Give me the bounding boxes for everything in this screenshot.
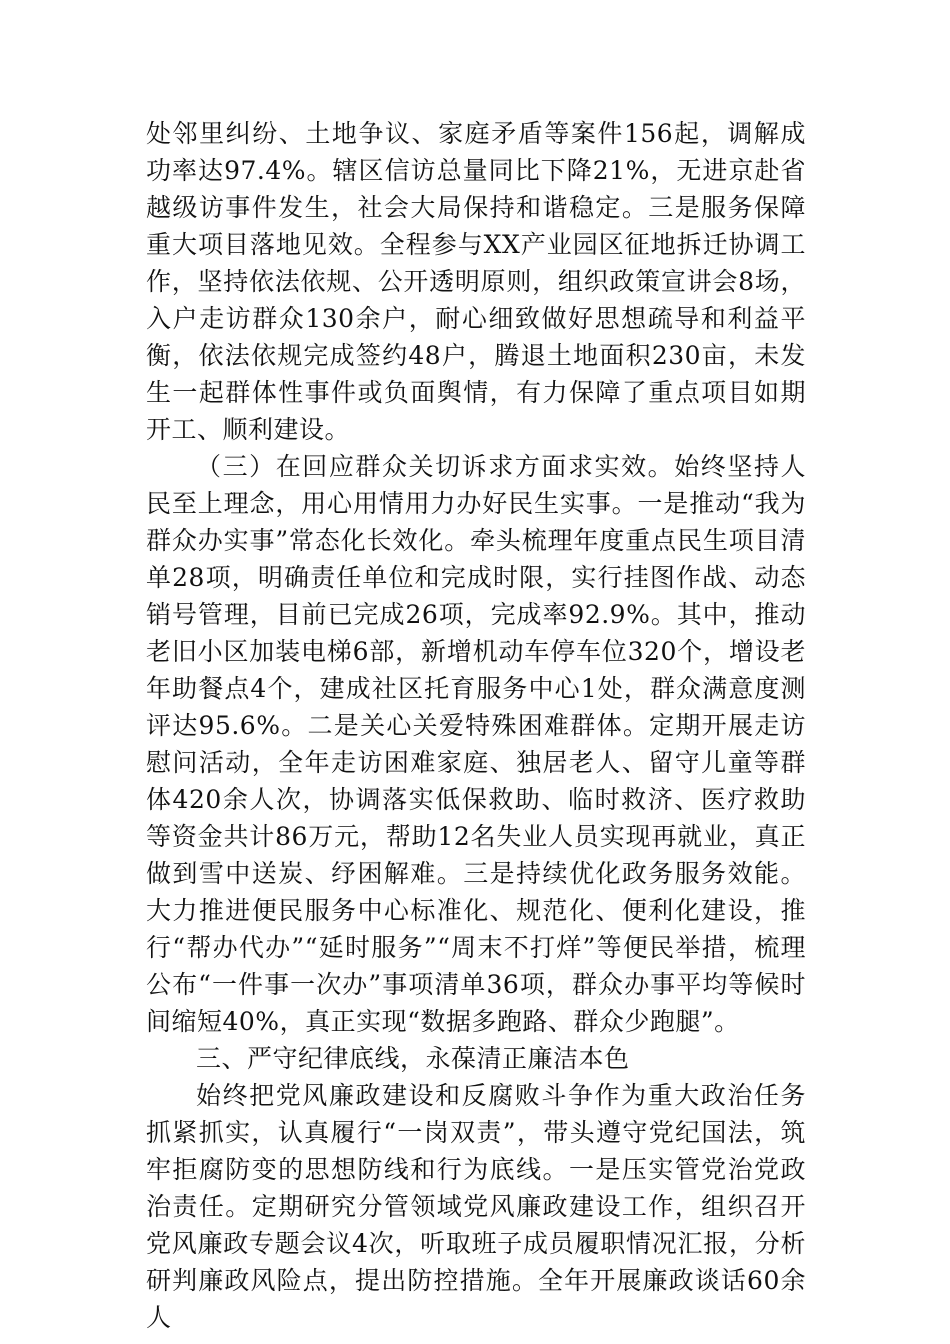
document-body (146, 115, 806, 1336)
paragraph-party-conduct: 始终把党风廉政建设和反腐败斗争作为重大政治任务抓紧抓实，认真履行“一岗双责”，带头遵守党纪国法，筑牢拒腐防变的思想防线和行为底线。一是压实管党治党政治责任。定期研究分管领域党风廉政建设工作，组织召开党风廉政专题会议4次，听取班子成员履职情况汇报，分析研判廉政风险点，提出防控措施。全年开展廉政谈话60余人 (146, 1081, 806, 1332)
paragraph-section-three-livelihood: （三）在回应群众关切诉求方面求实效。始终坚持人民至上理念，用心用情用力办好民生实事。一是推动“我为群众办实事”常态化长效化。牵头梳理年度重点民生项目清单28项，明确责任单位和完成时限，实行挂图作战、动态销号管理，目前已完成26项，完成率92.9%。其中，推动老旧小区加装电梯6部，新增机动车停车位320个，增设老年助餐点4个，建成社区托育服务中心1处，群众满意度测评达95.6%。二是关心关爱特殊困难群体。定期开展走访慰问活动，全年走访困难家庭、独居老人、留守儿童等群体420余人次，协调落实低保救助、临时救济、医疗救助等资金共计86万元，帮助12名失业人员实现再就业，真正做到雪中送炭、纾困解难。三是持续优化政务服务效能。大力推进便民服务中心标准化、规范化、便利化建设，推行“帮办代办”“延时服务”“周末不打烊”等便民举措，梳理公布“一件事一次办”事项清单36项，群众办事平均等候时间缩短40%，真正实现“数据多跑路、群众少跑腿”。 (146, 452, 806, 1036)
section-heading-discipline: 三、严守纪律底线，永葆清正廉洁本色 (196, 1044, 630, 1073)
paragraph-mediation-results: 处邻里纠纷、土地争议、家庭矛盾等案件156起，调解成功率达97.4%。辖区信访总量同比下降21%，无进京赴省越级访事件发生，社会大局保持和谐稳定。三是服务保障重大项目落地见效。全程参与XX产业园区征地拆迁协调工作，坚持依法依规、公开透明原则，组织政策宣讲会8场，入户走访群众130余户，耐心细致做好思想疏导和利益平衡，依法依规完成签约48户，腾退土地面积230亩，未发生一起群体性事件或负面舆情，有力保障了重点项目如期开工、顺利建设。 (146, 119, 806, 444)
